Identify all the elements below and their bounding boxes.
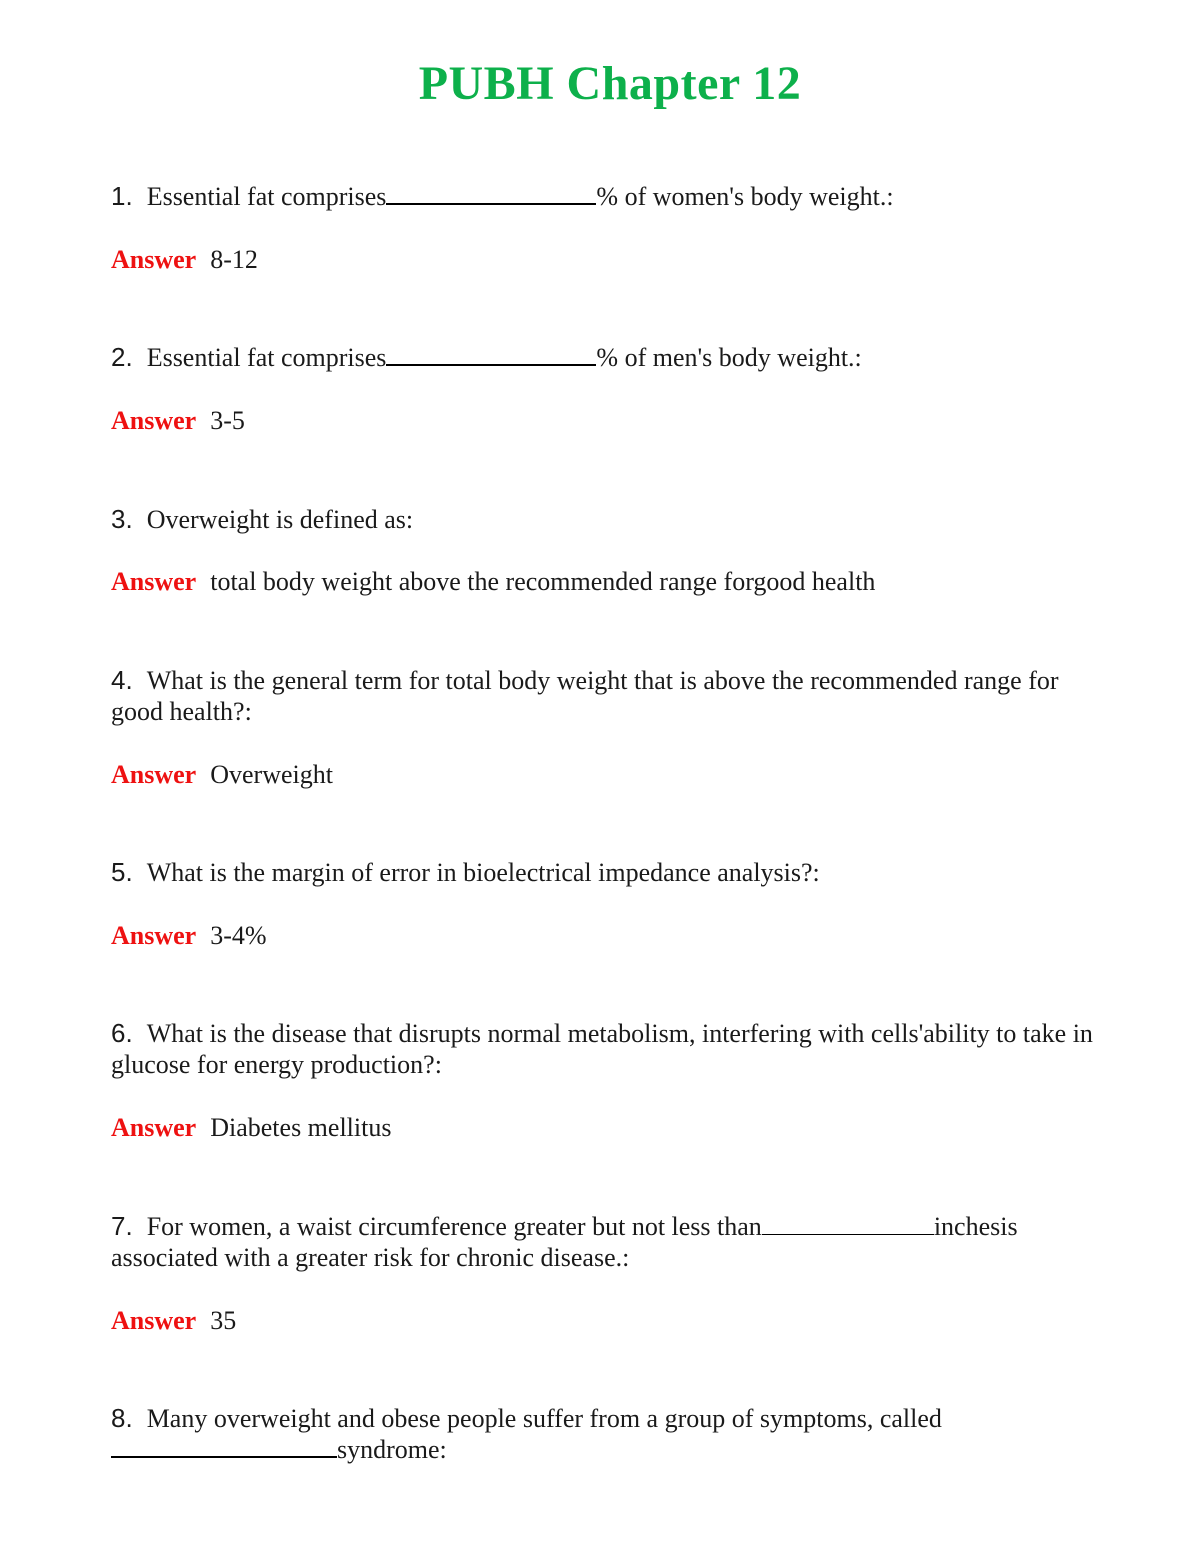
answer-1 [111,244,258,275]
answer-blank [386,185,596,205]
question-text: % of women's body weight.: [596,182,894,211]
question-number: 6. [111,1018,133,1048]
answer-label: Answer [111,406,197,435]
question-8 [111,1403,1011,1465]
answer-5 [111,920,267,951]
answer-text: 35 [210,1306,237,1335]
answer-7 [111,1305,236,1336]
answer-blank [386,346,596,366]
answer-6 [111,1112,391,1143]
answer-label: Answer [111,567,197,596]
answer-2 [111,405,245,436]
question-1 [111,181,1101,212]
question-3 [111,504,1101,535]
answer-blank [762,1216,934,1235]
question-text: What is the disease that disrupts normal metabolism, interfering with cells'ability to take in glucose for energy production?: [111,1019,1093,1079]
answer-text: 8-12 [210,245,258,274]
question-number: 4. [111,665,133,695]
answer-label: Answer [111,760,197,789]
page-title: PUBH Chapter 12 [418,57,802,110]
question-4 [111,665,1101,727]
answer-3 [111,566,875,597]
answer-text: Diabetes mellitus [210,1113,392,1142]
question-text: Essential fat comprises [146,182,387,211]
question-number: 8. [111,1403,133,1433]
question-text: Many overweight and obese people suffer from a group of symptoms, called [146,1404,942,1433]
question-text: Essential fat comprises [146,343,387,372]
question-6 [111,1018,1101,1080]
answer-label: Answer [111,1113,197,1142]
question-text: For women, a waist circumference greater but not less than [146,1212,762,1241]
answer-4 [111,759,333,790]
question-text: What is the general term for total body weight that is above the recommended range for good health?: [111,666,1059,726]
question-number: 3. [111,504,133,534]
question-number: 1. [111,181,133,211]
answer-text: 3-4% [210,921,267,950]
question-5 [111,857,1101,888]
answer-blank [111,1438,337,1458]
answer-text: 3-5 [210,406,245,435]
answer-label: Answer [111,921,197,950]
question-2 [111,342,1101,373]
question-number: 2. [111,342,133,372]
answer-label: Answer [111,1306,197,1335]
question-text: Overweight is defined as: [146,505,414,534]
answer-label: Answer [111,245,197,274]
answer-text: total body weight above the recommended range forgood health [210,567,876,596]
answer-text: Overweight [210,760,333,789]
question-text: % of men's body weight.: [596,343,862,372]
question-number: 5. [111,857,133,887]
question-number: 7. [111,1211,133,1241]
question-text: What is the margin of error in bioelectrical impedance analysis?: [146,858,820,887]
question-7 [111,1211,1071,1273]
question-text: syndrome: [337,1435,447,1464]
question-text: inchesis associated with a greater risk for chronic disease.: [111,1212,1018,1272]
